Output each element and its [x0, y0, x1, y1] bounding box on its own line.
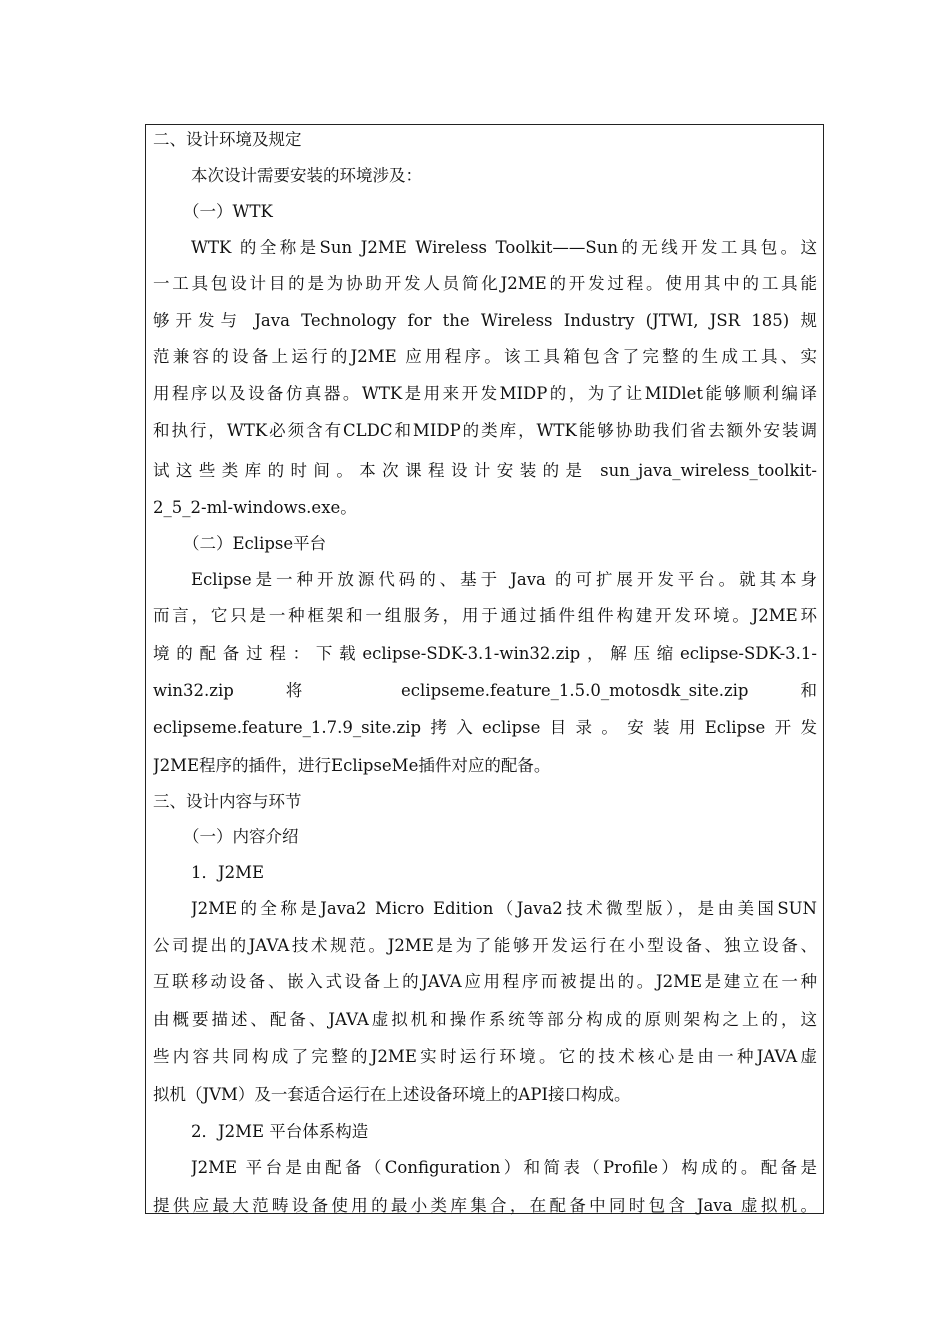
- paragraph-line: J2ME程序的插件，进行EclipseMe插件对应的配备。: [153, 756, 551, 775]
- item-heading-platform: 2．J2ME 平台体系构造: [191, 1122, 369, 1141]
- section-heading-2: 二、设计环境及规定: [153, 130, 302, 149]
- paragraph-line: 2_5_2-ml-windows.exe。: [153, 498, 357, 517]
- paragraph-line: 公司提出的JAVA技术规范。J2ME是为了能够开发运行在小型设备、独立设备、: [153, 936, 817, 955]
- paragraph-line: J2ME的全称是Java2 Micro Edition（Java2技术微型版），是由美国SUN: [191, 899, 817, 918]
- paragraph-line: 境的配备过程：下载eclipse-SDK-3.1-win32.zip，解压缩eclipse-SDK-3.1-: [153, 644, 817, 663]
- paragraph-line: J2ME 平台是由配备（Configuration）和简表（Profile）构成的。配备是: [191, 1158, 817, 1177]
- subsection-heading-eclipse: （二）Eclipse平台: [183, 534, 327, 553]
- paragraph-line: 互联移动设备、嵌入式设备上的JAVA应用程序而被提出的。J2ME是建立在一种: [153, 972, 817, 991]
- paragraph-line: 些内容共同构成了完整的J2ME实时运行环境。它的技术核心是由一种JAVA虚: [153, 1047, 817, 1066]
- paragraph-line: eclipseme.feature_1.7.9_site.zip拷入eclipse目录。安装用Eclipse开发: [153, 718, 817, 737]
- paragraph-line: 而言，它只是一种框架和一组服务，用于通过插件组件构建开发环境。J2ME环: [153, 606, 817, 625]
- paragraph-line: 够开发与 Java Technology for the Wireless Industry (JTWI, JSR 185) 规: [153, 311, 817, 330]
- paragraph-line: 由概要描述、配备、JAVA虚拟机和操作系统等部分构成的原则架构之上的，这: [153, 1010, 817, 1029]
- subsection-heading-content: （一）内容介绍: [183, 827, 299, 846]
- paragraph-line: 本次设计需要安装的环境涉及：: [191, 166, 422, 185]
- paragraph-line: 试这些类库的时间。本次课程设计安装的是 sun_java_wireless_toolkit-: [153, 461, 817, 480]
- paragraph-line: Eclipse是一种开放源代码的、基于 Java 的可扩展开发平台。就其本身: [191, 570, 817, 589]
- paragraph-line: win32.zip 将 eclipseme.feature_1.5.0_motosdk_site.zip 和: [153, 681, 817, 700]
- item-heading-j2me: 1．J2ME: [191, 863, 265, 882]
- paragraph-line: WTK 的全称是Sun J2ME Wireless Toolkit——Sun的无线开发工具包。这: [191, 238, 817, 257]
- paragraph-line: 用程序以及设备仿真器。WTK是用来开发MIDP的，为了让MIDlet能够顺利编译: [153, 384, 817, 403]
- paragraph-line: 提供应最大范畴设备使用的最小类库集合，在配备中同时包含 Java 虚拟机。: [153, 1196, 817, 1215]
- subsection-heading-wtk: （一）WTK: [183, 202, 273, 221]
- paragraph-line: 拟机（JVM）及一套适合运行在上述设备环境上的API接口构成。: [153, 1085, 631, 1104]
- paragraph-line: 一工具包设计目的是为协助开发人员简化J2ME的开发过程。使用其中的工具能: [153, 274, 817, 293]
- section-heading-3: 三、设计内容与环节: [153, 792, 302, 811]
- paragraph-line: 范兼容的设备上运行的J2ME 应用程序。该工具箱包含了完整的生成工具、实: [153, 347, 817, 366]
- paragraph-line: 和执行，WTK必须含有CLDC和MIDP的类库，WTK能够协助我们省去额外安装调: [153, 421, 817, 440]
